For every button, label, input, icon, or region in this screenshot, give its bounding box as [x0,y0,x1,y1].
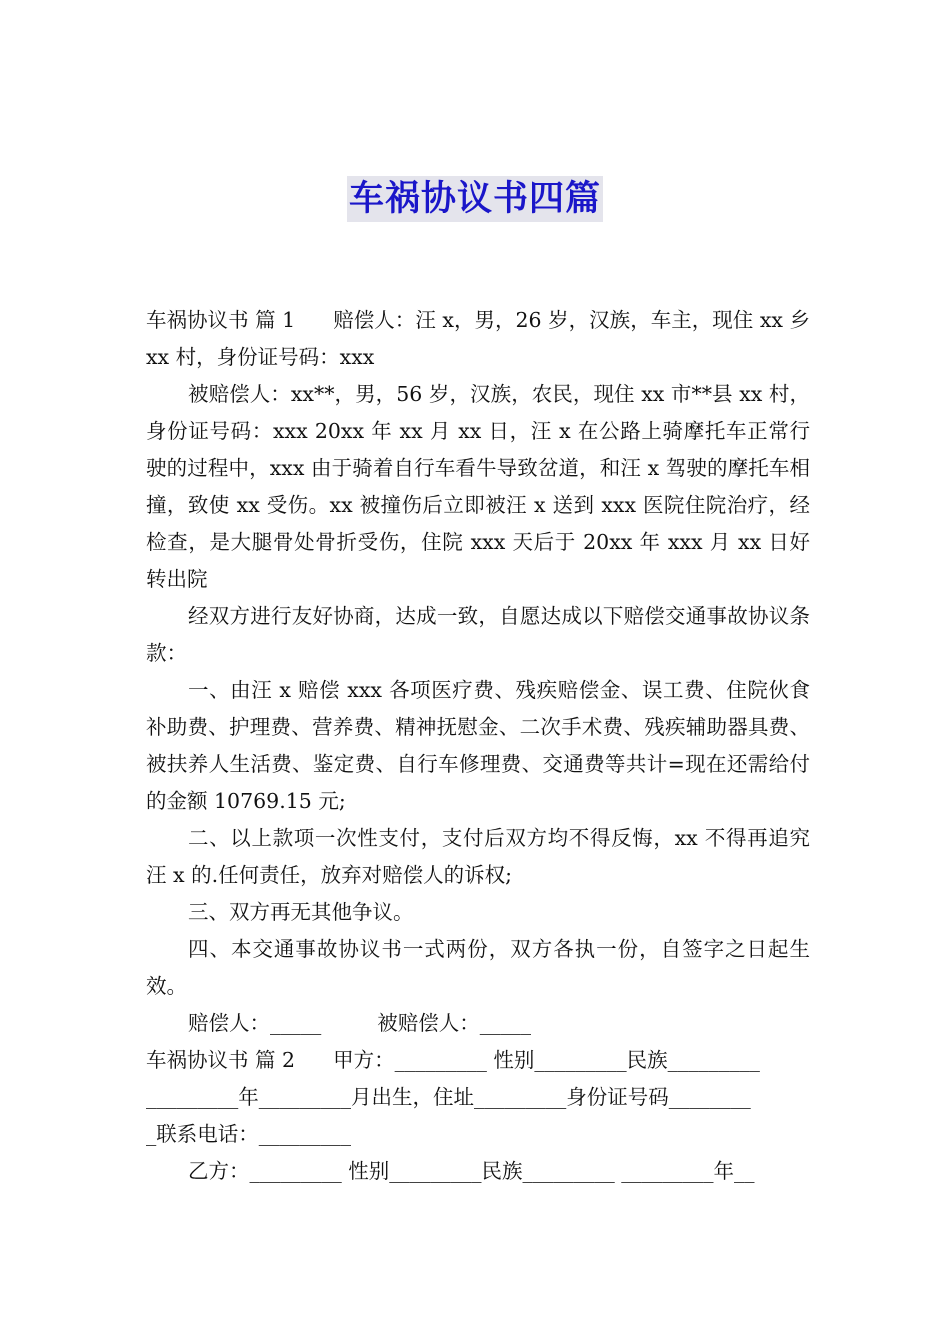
section1-clause-3: 三、双方再无其他争议。 [188,900,414,924]
section1-first-paragraph [146,302,810,376]
party-b-line-1: 乙方：_________ 性别_________民族_________ _________年__ [188,1159,755,1183]
section2-first-line [146,1042,810,1079]
payee-signature: 被赔偿人：_____ [377,1011,531,1035]
section1-heading: 车祸协议书 篇 1 [146,308,296,332]
section1-payee-paragraph: 被赔偿人：xx**，男，56 岁，汉族，农民，现住 xx 市**县 xx 村，身份证号码：xxx 20xx 年 xx 月 xx 日，汪 x 在公路上骑摩托车正常行驶的过程中，xxx 由于骑着自行车看牛导致岔道，和汪 x 驾驶的摩托车相撞，致使 xx 受伤。xx 被撞伤后立即被汪 x 送到 xxx 医院住院治疗，经检查，是大腿骨处骨折受伤，住院 xxx 天后于 20xx 年 xxx 月 xx 日好转出院 [146,382,810,591]
party-a-line-3: _联系电话：_________ [146,1122,351,1146]
title-container [0,176,950,222]
payer-signature: 赔偿人：_____ [188,1011,322,1035]
section1-clause-2: 二、以上款项一次性支付，支付后双方均不得反悔，xx 不得再追究汪 x 的.任何责任，放弃对赔偿人的诉权; [146,826,810,887]
document-title: 车祸协议书四篇 [347,176,603,222]
party-a-line-1: 甲方：_________ 性别_________民族_________ [333,1048,760,1072]
document-body [146,302,810,1190]
section1-clause-4: 四、本交通事故协议书一式两份，双方各执一份，自签字之日起生效。 [146,937,810,998]
section2-heading: 车祸协议书 篇 2 [146,1048,296,1072]
section1-payer-info: 赔偿人：汪 x，男，26 岁，汉族，车主，现住 xx 乡 xx 村，身份证号码：xxx [146,308,811,369]
party-a-line-2: _________年_________月出生，住址_________身份证号码________ [146,1085,751,1109]
section1-signature-line [146,1005,810,1042]
section1-negotiation-paragraph: 经双方进行友好协商，达成一致，自愿达成以下赔偿交通事故协议条款： [146,604,810,665]
section1-clause-1: 一、由汪 x 赔偿 xxx 各项医疗费、残疾赔偿金、误工费、住院伙食补助费、护理费、营养费、精神抚慰金、二次手术费、残疾辅助器具费、被扶养人生活费、鉴定费、自行车修理费、交通费等共计=现在还需给付的金额 10769.15 元; [146,678,810,813]
